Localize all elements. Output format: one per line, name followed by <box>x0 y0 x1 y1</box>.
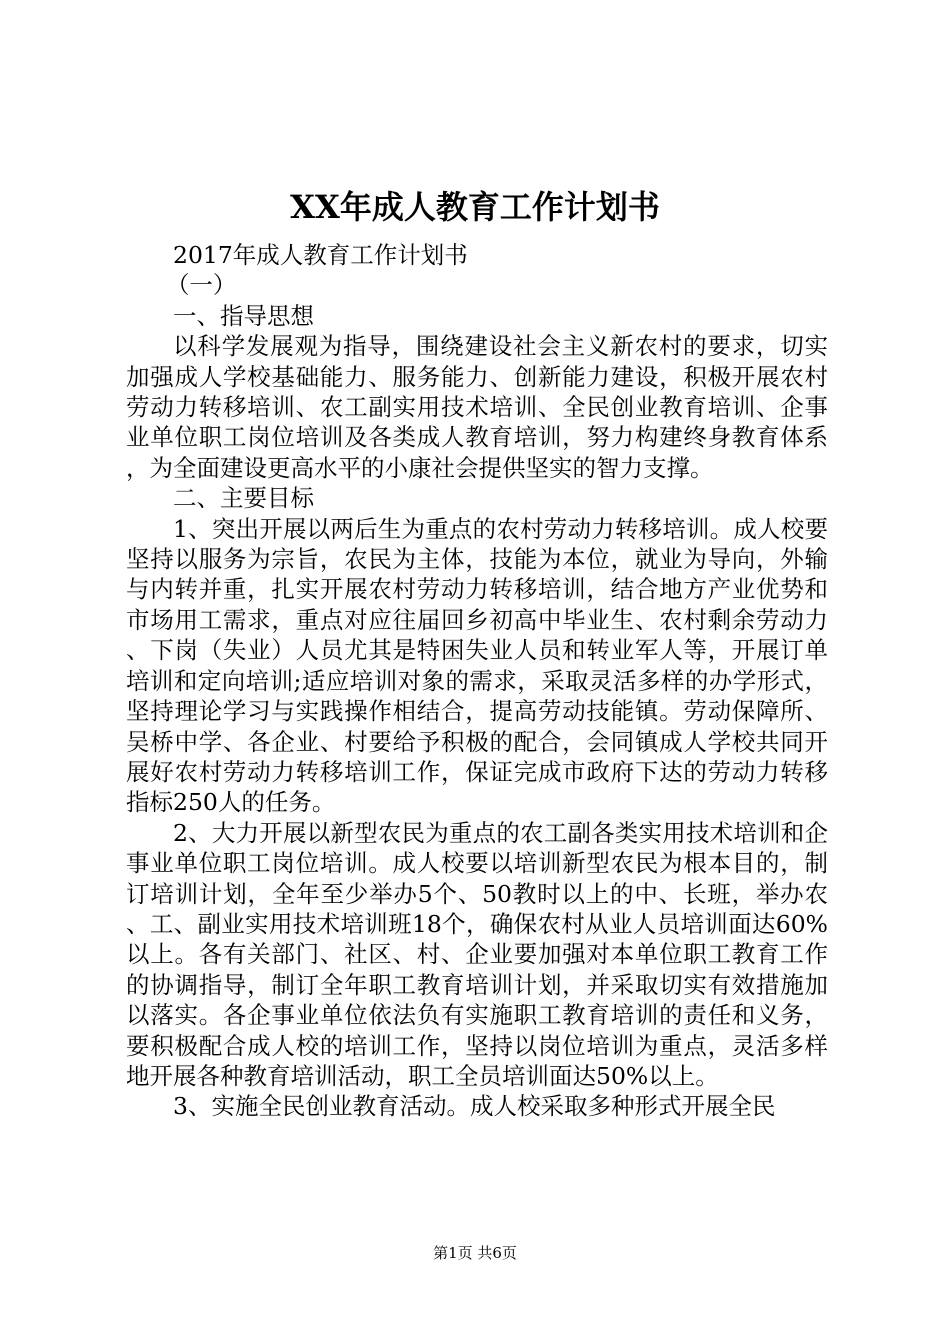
paragraph-goal-3: 3、实施全民创业教育活动。成人校采取多种形式开展全民 <box>173 1092 776 1121</box>
section-heading-main-goals: 二、主要目标 <box>173 484 314 513</box>
paragraph-goal-1: 1、突出开展以两后生为重点的农村劳动力转移培训。成人校要坚持以服务为宗旨，农民为主体，技能为本位，就业为导向，外输与内转并重，扎实开展农村劳动力转移培训，结合地方产业优势和市场用工需求，重点对应往届回乡初高中毕业生、农村剩余劳动力、下岗（失业）人员尤其是特困失业人员和转业军人等，开展订单培训和定向培训;适应培训对象的需求，采取灵活多样的办学形式，坚持理论学习与实践操作相结合，提高劳动技能镇。劳动保障所、吴桥中学、各企业、村要给予积极的配合，会同镇成人学校共同开展好农村劳动力转移培训工作，保证完成市政府下达的劳动力转移指标250人的任务。 <box>126 514 828 817</box>
subtitle-line: 2017年成人教育工作计划书 <box>173 241 468 269</box>
document-title: XX年成人教育工作计划书 <box>290 188 660 226</box>
section-heading-guiding-thought: 一、指导思想 <box>173 301 314 330</box>
paragraph-goal-2: 2、大力开展以新型农民为重点的农工副各类实用技术培训和企事业单位职工岗位培训。成人校要以培训新型农民为根本目的，制订培训计划，全年至少举办5个、50教时以上的中、长班，举办农、工、副业实用技术培训班18个，确保农村从业人员培训面达60%以上。各有关部门、社区、村、企业要加强对本单位职工教育工作的协调指导，制订全年职工教育培训计划，并采取切实有效措施加以落实。各企事业单位依法负有实施职工教育培训的责任和义务，要积极配合成人校的培训工作，坚持以岗位培训为重点，灵活多样地开展各种教育培训活动，职工全员培训面达50%以上。 <box>126 818 828 1090</box>
section-number: （一） <box>165 271 237 300</box>
page-footer: 第1页 共6页 <box>433 1244 517 1262</box>
document-body <box>126 240 828 1122</box>
paragraph-guiding-thought: 以科学发展观为指导，围绕建设社会主义新农村的要求，切实加强成人学校基础能力、服务能力、创新能力建设，积极开展农村劳动力转移培训、农工副实用技术培训、全民创业教育培训、企事业单位职工岗位培训及各类成人教育培训，努力构建终身教育体系，为全面建设更高水平的小康社会提供坚实的智力支撑。 <box>126 332 828 482</box>
